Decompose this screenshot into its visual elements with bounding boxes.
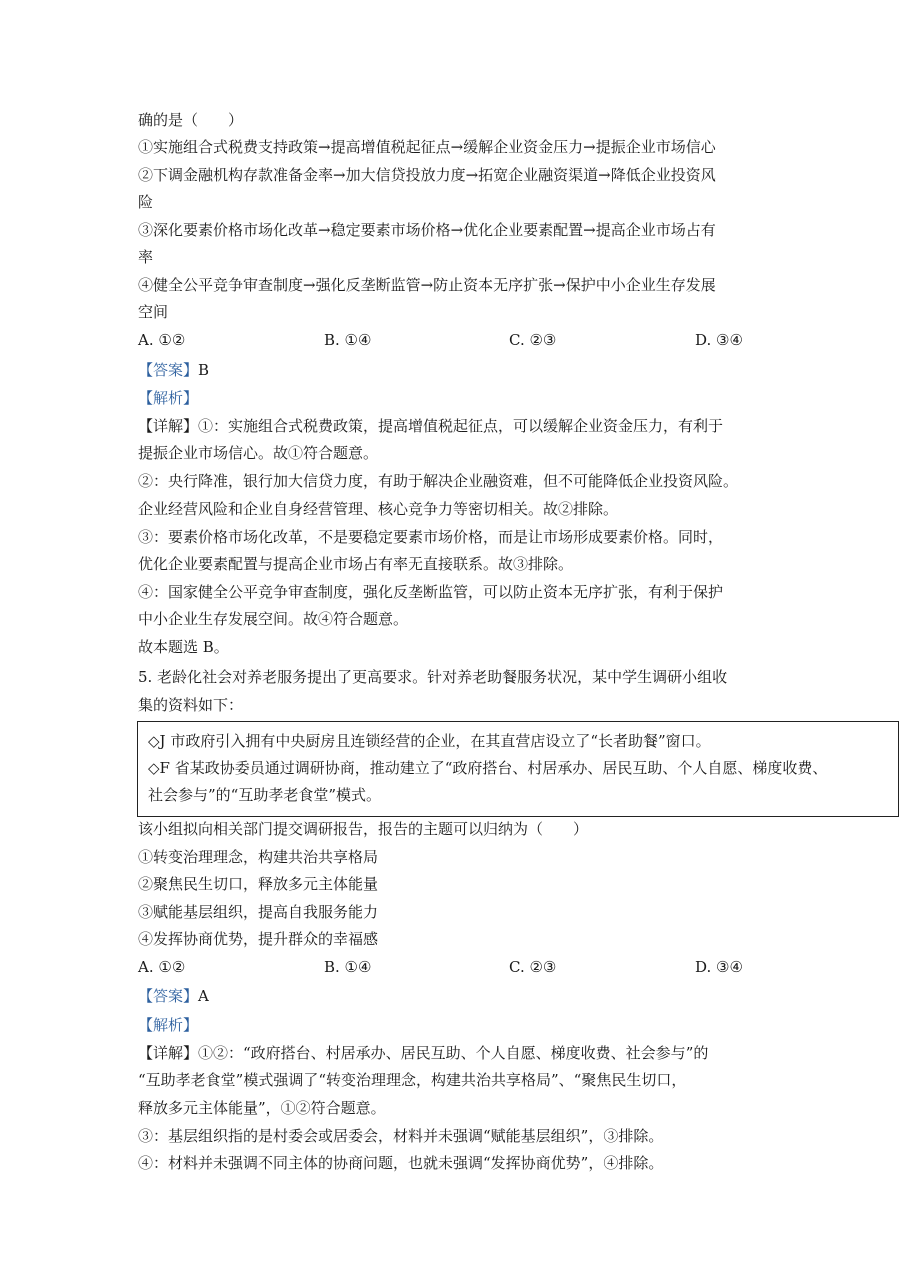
q4-option-a: A. ①② — [138, 331, 186, 349]
q4-detail-1 — [138, 416, 723, 436]
q5-item-1: ①转变治理理念，构建共治共享格局 — [138, 848, 379, 866]
q4-detail-label: 【详解】 — [138, 417, 199, 435]
q5-item-4: ④发挥协商优势，提升群众的幸福感 — [138, 930, 379, 948]
q5-item-2: ②聚焦民生切口，释放多元主体能量 — [138, 875, 379, 893]
q5-option-a: A. ①② — [138, 958, 186, 976]
q4-item-1: ①实施组合式税费支持政策→提高增值税起征点→缓解企业资金压力→提振企业市场信心 — [138, 138, 716, 156]
q4-item-3: ③深化要素价格市场化改革→稳定要素市场价格→优化企业要素配置→提高企业市场占有 — [138, 221, 716, 239]
q5-stem-1: 5. 老龄化社会对养老服务提出了更高要求。针对养老助餐服务状况，某中学生调研小组收 — [138, 668, 728, 686]
q4-answer-label: 【答案】 — [138, 361, 199, 379]
q5-option-c: C. ②③ — [509, 958, 557, 976]
q5-analysis-heading — [138, 1015, 198, 1035]
q5-material-box — [137, 721, 899, 817]
q5-detail-3: 释放多元主体能量”，①②符合题意。 — [138, 1099, 386, 1117]
q4-analysis-heading — [138, 388, 198, 408]
q5-detail-1 — [138, 1043, 708, 1063]
q5-detail-text-1: ①②：“政府搭台、村居承办、居民互助、个人自愿、梯度收费、社会参与”的 — [198, 1044, 709, 1062]
q4-analysis-label: 【解析】 — [138, 389, 199, 407]
q5-material-2-cont: 社会参与”的“互助孝老食堂”模式。 — [148, 786, 382, 804]
q4-item-2-cont: 险 — [138, 193, 154, 211]
q5-detail-5: ④：材料并未强调不同主体的协商问题，也就未强调“发挥协商优势”，④排除。 — [138, 1154, 664, 1172]
q5-answer — [138, 986, 209, 1006]
q4-options — [138, 330, 778, 350]
q4-option-b: B. ①④ — [324, 331, 372, 349]
q4-answer — [138, 360, 209, 380]
q4-answer-value: B — [198, 361, 210, 379]
q5-option-d: D. ③④ — [695, 958, 743, 976]
q4-detail-text-1: ①：实施组合式税费政策，提高增值税起征点，可以缓解企业资金压力，有利于 — [198, 417, 724, 435]
q4-detail-2: 提振企业市场信心。故①符合题意。 — [138, 444, 379, 462]
q5-detail-2: “互助孝老食堂”模式强调了“转变治理理念，构建共治共享格局”、“聚焦民生切口， — [138, 1071, 687, 1089]
q5-stem-2: 集的资料如下： — [138, 696, 244, 714]
q5-item-3: ③赋能基层组织，提高自我服务能力 — [138, 903, 379, 921]
q5-material-2: ◇F 省某政协委员通过调研协商，推动建立了“政府搭台、村居承办、居民互助、个人自愿、梯度收费、 — [148, 759, 828, 777]
q5-options — [138, 957, 778, 977]
q5-detail-label: 【详解】 — [138, 1044, 199, 1062]
q4-option-d: D. ③④ — [695, 331, 743, 349]
q4-item-4-cont: 空间 — [138, 303, 169, 321]
q5-detail-4: ③：基层组织指的是村委会或居委会，材料并未强调“赋能基层组织”，③排除。 — [138, 1127, 664, 1145]
q4-detail-7: ④：国家健全公平竞争审查制度，强化反垄断监管，可以防止资本无序扩张，有利于保护 — [138, 583, 724, 601]
q4-detail-8: 中小企业生存发展空间。故④符合题意。 — [138, 610, 409, 628]
q4-detail-3: ②：央行降准，银行加大信贷力度，有助于解决企业融资难，但不可能降低企业投资风险。 — [138, 472, 739, 490]
q5-material-1: ◇J 市政府引入拥有中央厨房且连锁经营的企业，在其直营店设立了“长者助餐”窗口。 — [148, 732, 711, 750]
q5-option-b: B. ①④ — [324, 958, 372, 976]
q4-stem-tail: 确的是（ ） — [138, 111, 244, 129]
q4-detail-4: 企业经营风险和企业自身经营管理、核心竞争力等密切相关。故②排除。 — [138, 500, 619, 518]
q4-detail-6: 优化企业要素配置与提高企业市场占有率无直接联系。故③排除。 — [138, 555, 574, 573]
q4-conclusion: 故本题选 B。 — [138, 638, 229, 656]
q4-option-c: C. ②③ — [509, 331, 557, 349]
q4-detail-5: ③：要素价格市场化改革，不是要稳定要素市场价格，而是让市场形成要素价格。同时， — [138, 528, 724, 546]
q5-analysis-label: 【解析】 — [138, 1016, 199, 1034]
q4-item-4: ④健全公平竞争审查制度→强化反垄断监管→防止资本无序扩张→保护中小企业生存发展 — [138, 276, 716, 294]
q5-question: 该小组拟向相关部门提交调研报告，报告的主题可以归纳为（ ） — [138, 820, 589, 838]
q5-answer-label: 【答案】 — [138, 987, 199, 1005]
q4-item-3-cont: 率 — [138, 248, 154, 266]
q4-item-2: ②下调金融机构存款准备金率→加大信贷投放力度→拓宽企业融资渠道→降低企业投资风 — [138, 166, 716, 184]
q5-answer-value: A — [198, 987, 209, 1005]
